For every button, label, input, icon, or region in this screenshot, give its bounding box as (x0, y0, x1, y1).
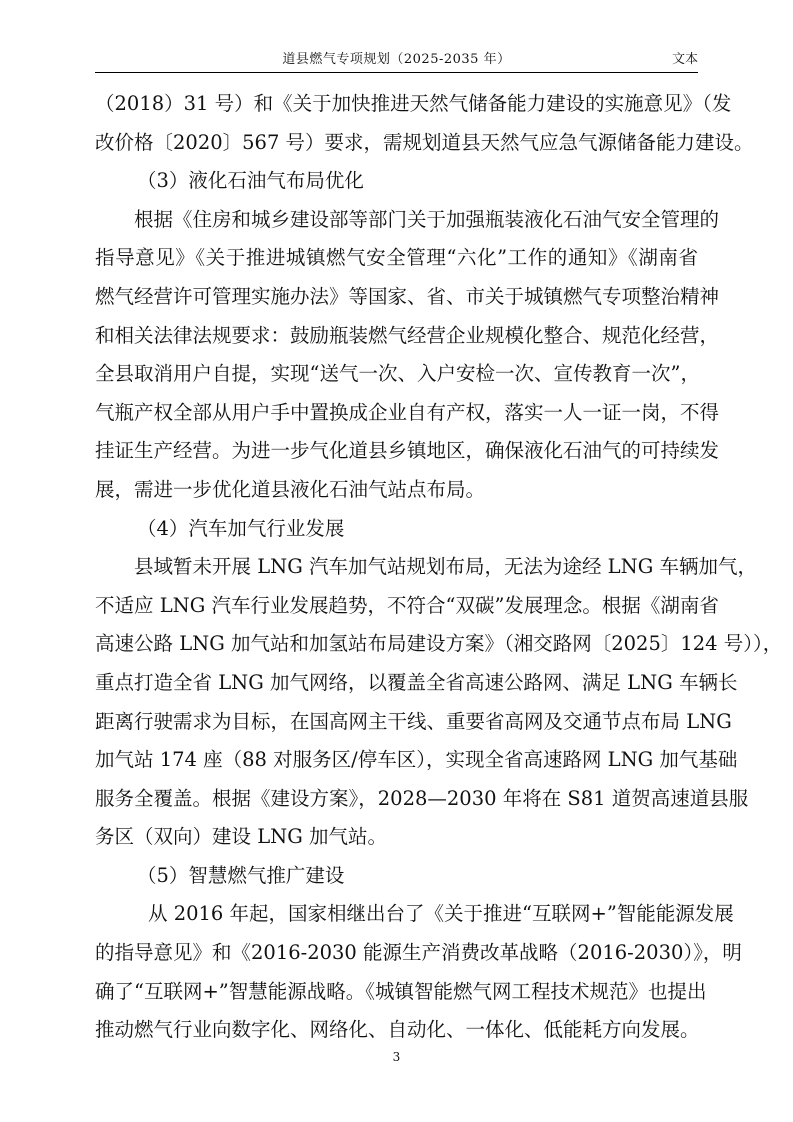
document-title: 道县燃气专项规划（2025-2035 年） (282, 52, 511, 67)
paragraph-line: 挂证生产经营。为进一步气化道县乡镇地区，确保液化石油气的可持续发 (95, 439, 720, 463)
paragraph-line: 根据《住房和城乡建设部等部门关于加强瓶装液化石油气安全管理的 (134, 207, 720, 231)
paragraph-line: 从 2016 年起，国家相继出台了《关于推进“互联网+”智能能源发展 (148, 902, 734, 926)
paragraph-line: 距离行驶需求为目标，在国高网主干线、重要省高网及交通节点布局 LNG (95, 709, 732, 733)
paragraph-line: 务区（双向）建设 LNG 加气站。 (95, 825, 387, 849)
paragraph-line: 县域暂未开展 LNG 汽车加气站规划布局，无法为途经 LNG 车辆加气， (134, 555, 757, 579)
paragraph-line: 燃气经营许可管理实施办法》等国家、省、市关于城镇燃气专项整治精神 (95, 284, 720, 308)
paragraph-line: 重点打造全省 LNG 加气网络，以覆盖全省高速公路网、满足 LNG 车辆长 (95, 670, 738, 694)
document-body (95, 85, 783, 1050)
paragraph-line: 确了“互联网+”智慧能源战略。《城镇智能燃气网工程技术规范》也提出 (95, 979, 707, 1003)
paragraph-line: 的指导意见》和《2016-2030 能源生产消费改革战略（2016-2030）》，明 (95, 941, 742, 965)
paragraph-line: 高速公路 LNG 加气站和加氢站布局建设方案》（湘交路网〔2025〕124 号））， (95, 632, 783, 656)
section-label: 文本 (671, 52, 698, 67)
paragraph-line: 改价格〔2020〕567 号）要求，需规划道县天然气应急气源储备能力建设。 (95, 130, 754, 154)
page-number: 3 (392, 1050, 401, 1064)
section-heading: （4）汽车加气行业发展 (137, 516, 345, 540)
paragraph-line: 不适应 LNG 汽车行业发展趋势，不符合“双碳”发展理念。根据《湖南省 (95, 593, 719, 617)
paragraph-line: 推动燃气行业向数字化、网络化、自动化、一体化、低能耗方向发展。 (95, 1018, 700, 1042)
paragraph-line: 和相关法律法规要求：鼓励瓶装燃气经营企业规模化整合、规范化经营， (95, 323, 720, 347)
paragraph-line: （2018）31 号）和《关于加快推进天然气储备能力建设的实施意见》（发 (95, 92, 732, 115)
section-heading: （5）智慧燃气推广建设 (137, 863, 345, 887)
page-header (95, 38, 698, 73)
paragraph-line: 全县取消用户自提，实现“送气一次、入户安检一次、宣传教育一次”， (95, 362, 700, 386)
paragraph-line: 服务全覆盖。根据《建设方案》，2028—2030 年将在 S81 道贺高速道县服 (95, 786, 749, 810)
paragraph-line: 加气站 174 座（88 对服务区/停车区），实现全省高速路网 LNG 加气基础 (95, 748, 738, 772)
paragraph-line: 气瓶产权全部从用户手中置换成企业自有产权，落实一人一证一岗，不得 (95, 400, 720, 424)
section-heading: （3）液化石油气布局优化 (137, 169, 364, 193)
paragraph-line: 展，需进一步优化道县液化石油气站点布局。 (95, 477, 486, 501)
paragraph-line: 指导意见》《关于推进城镇燃气安全管理“六化”工作的通知》《湖南省 (95, 246, 698, 270)
